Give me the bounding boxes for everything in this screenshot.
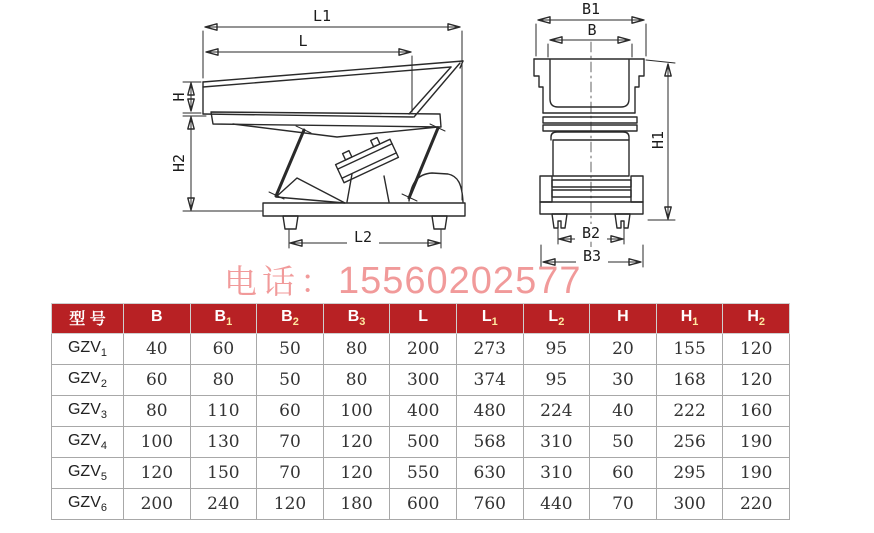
dimension-cell: 70 bbox=[257, 458, 324, 489]
header-b1: $B_1$ bbox=[190, 304, 257, 334]
dimension-cell: 480 bbox=[456, 396, 523, 427]
dimension-cell: 180 bbox=[323, 489, 390, 520]
dimension-cell: 500 bbox=[390, 427, 457, 458]
dimension-cell: 70 bbox=[590, 489, 657, 520]
dim-label-h2: H2 bbox=[170, 153, 188, 173]
dimension-cell: 168 bbox=[656, 365, 723, 396]
dimension-cell: 155 bbox=[656, 334, 723, 365]
dimension-cell: 120 bbox=[124, 458, 191, 489]
dimension-cell: 400 bbox=[390, 396, 457, 427]
dimension-cell: 310 bbox=[523, 427, 590, 458]
dim-label-h1: H1 bbox=[649, 130, 667, 150]
dimension-cell: 100 bbox=[124, 427, 191, 458]
dimension-cell: 80 bbox=[124, 396, 191, 427]
model-cell: $GZV_4$ bbox=[52, 427, 124, 458]
dimension-cell: 80 bbox=[323, 365, 390, 396]
dimension-cell: 60 bbox=[257, 396, 324, 427]
dimension-cell: 130 bbox=[190, 427, 257, 458]
table-row bbox=[52, 427, 790, 458]
dim-label-h: H bbox=[170, 92, 188, 102]
dimension-cell: 256 bbox=[656, 427, 723, 458]
dimension-cell: 440 bbox=[523, 489, 590, 520]
header-l1: $L_1$ bbox=[456, 304, 523, 334]
dimension-cell: 95 bbox=[523, 334, 590, 365]
dimension-cell: 120 bbox=[723, 365, 790, 396]
dimension-cell: 190 bbox=[723, 458, 790, 489]
dimension-cell: 240 bbox=[190, 489, 257, 520]
dimension-cell: 310 bbox=[523, 458, 590, 489]
dimension-cell: 568 bbox=[456, 427, 523, 458]
table-row bbox=[52, 489, 790, 520]
header-h1: $H_1$ bbox=[656, 304, 723, 334]
dimension-cell: 273 bbox=[456, 334, 523, 365]
dimension-cell: 200 bbox=[124, 489, 191, 520]
phone-label: 电话： bbox=[224, 263, 338, 300]
dimension-cell: 224 bbox=[523, 396, 590, 427]
dimension-cell: 120 bbox=[723, 334, 790, 365]
dim-label-l2: L2 bbox=[353, 228, 373, 246]
header-b3: $B_3$ bbox=[323, 304, 390, 334]
dimension-cell: 80 bbox=[323, 334, 390, 365]
dimension-cell: 120 bbox=[323, 427, 390, 458]
dimension-cell: 50 bbox=[257, 365, 324, 396]
dim-label-b1: B1 bbox=[581, 0, 601, 18]
dim-label-b2: B2 bbox=[581, 224, 601, 242]
dimension-cell: 40 bbox=[590, 396, 657, 427]
model-cell: $GZV_5$ bbox=[52, 458, 124, 489]
dimension-spec-table bbox=[51, 303, 790, 520]
dimension-cell: 150 bbox=[190, 458, 257, 489]
dimension-cell: 80 bbox=[190, 365, 257, 396]
dimension-cell: 60 bbox=[190, 334, 257, 365]
dim-label-l: L bbox=[298, 32, 308, 50]
dimension-cell: 30 bbox=[590, 365, 657, 396]
dimension-cell: 20 bbox=[590, 334, 657, 365]
dimension-cell: 190 bbox=[723, 427, 790, 458]
phone-watermark bbox=[224, 256, 581, 303]
model-cell: $GZV_1$ bbox=[52, 334, 124, 365]
dimension-cell: 374 bbox=[456, 365, 523, 396]
table-row bbox=[52, 334, 790, 365]
dimension-cell: 120 bbox=[257, 489, 324, 520]
dim-label-b: B bbox=[587, 21, 597, 39]
dimension-cell: 50 bbox=[257, 334, 324, 365]
header-l2: $L_2$ bbox=[523, 304, 590, 334]
dimension-cell: 160 bbox=[723, 396, 790, 427]
dimension-cell: 760 bbox=[456, 489, 523, 520]
table-row bbox=[52, 396, 790, 427]
dimension-cell: 50 bbox=[590, 427, 657, 458]
dimension-cell: 220 bbox=[723, 489, 790, 520]
dimension-cell: 222 bbox=[656, 396, 723, 427]
side-view-drawing bbox=[170, 7, 465, 248]
dimension-cell: 60 bbox=[124, 365, 191, 396]
dimension-cell: 70 bbox=[257, 427, 324, 458]
dimension-cell: 630 bbox=[456, 458, 523, 489]
dimension-cell: 120 bbox=[323, 458, 390, 489]
vibrator-motor bbox=[333, 133, 399, 183]
model-cell: $GZV_2$ bbox=[52, 365, 124, 396]
phone-number: 15560202577 bbox=[338, 260, 582, 302]
dimension-cell: 40 bbox=[124, 334, 191, 365]
dimension-cell: 100 bbox=[323, 396, 390, 427]
header-h2: $H_2$ bbox=[723, 304, 790, 334]
header-b: B bbox=[124, 304, 191, 334]
model-cell: $GZV_6$ bbox=[52, 489, 124, 520]
dim-label-b3: B3 bbox=[582, 247, 602, 265]
header-b2: $B_2$ bbox=[257, 304, 324, 334]
dimension-cell: 300 bbox=[390, 365, 457, 396]
dimension-cell: 95 bbox=[523, 365, 590, 396]
dimension-cell: 200 bbox=[390, 334, 457, 365]
dimension-cell: 300 bbox=[656, 489, 723, 520]
dimension-cell: 600 bbox=[390, 489, 457, 520]
dimension-cell: 550 bbox=[390, 458, 457, 489]
model-cell: $GZV_3$ bbox=[52, 396, 124, 427]
header-h: H bbox=[590, 304, 657, 334]
header-l: L bbox=[390, 304, 457, 334]
front-view-drawing bbox=[534, 0, 675, 267]
dim-label-l1: L1 bbox=[312, 7, 332, 25]
dimension-cell: 60 bbox=[590, 458, 657, 489]
header-model: 型 号 bbox=[52, 304, 124, 334]
dimension-cell: 295 bbox=[656, 458, 723, 489]
table-row bbox=[52, 365, 790, 396]
table-header-row bbox=[52, 304, 790, 334]
dimension-cell: 110 bbox=[190, 396, 257, 427]
table-row bbox=[52, 458, 790, 489]
